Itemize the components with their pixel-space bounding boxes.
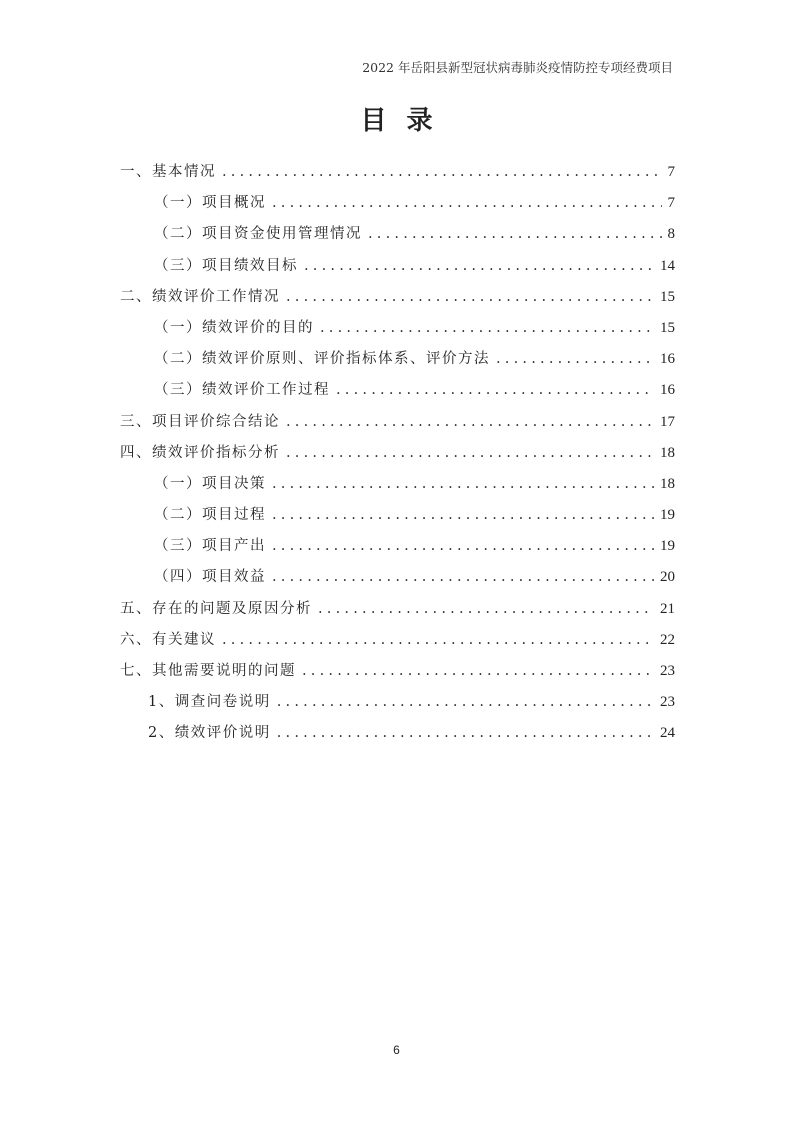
toc-entry[interactable]	[120, 597, 675, 628]
toc-entry-page: 18	[660, 475, 675, 492]
toc-entry-label: （三）项目产出	[154, 538, 266, 555]
toc-dot-leader	[277, 694, 654, 710]
toc-entry[interactable]	[120, 441, 675, 472]
toc-entry[interactable]	[120, 565, 675, 596]
toc-entry-label: 四、绩效评价指标分析	[120, 444, 280, 461]
toc-dot-leader	[302, 663, 654, 679]
toc-entry-page: 23	[660, 694, 675, 711]
toc-entry-label: 三、项目评价综合结论	[120, 413, 280, 430]
page-title: 目录	[360, 106, 453, 136]
toc-entry[interactable]	[120, 721, 675, 752]
toc-entry-page: 7	[667, 195, 675, 212]
toc-entry[interactable]	[120, 378, 675, 409]
toc-dot-leader	[222, 164, 662, 180]
toc-entry-label: （一）项目决策	[154, 475, 266, 492]
toc-entry[interactable]	[120, 472, 675, 503]
toc-entry-label: 2、绩效评价说明	[148, 725, 271, 742]
toc-dot-leader	[272, 538, 654, 554]
toc-entry-label: （一）项目概况	[154, 195, 266, 212]
toc-entry-page: 8	[667, 226, 675, 243]
toc-dot-leader	[318, 601, 654, 617]
toc-entry-page: 23	[660, 663, 675, 679]
toc-dot-leader	[272, 507, 654, 523]
toc-entry[interactable]	[120, 316, 675, 347]
table-of-contents	[120, 160, 675, 753]
toc-dot-leader	[286, 289, 654, 305]
toc-dot-leader	[272, 569, 654, 585]
toc-entry-page: 22	[660, 631, 675, 648]
toc-entry[interactable]	[120, 347, 675, 378]
toc-entry-label: （一）绩效评价的目的	[154, 319, 314, 336]
toc-entry[interactable]	[120, 285, 675, 316]
toc-entry-label: （四）项目效益	[154, 569, 266, 586]
toc-entry-page: 19	[660, 538, 675, 555]
toc-dot-leader	[222, 632, 654, 648]
toc-entry[interactable]	[120, 503, 675, 534]
toc-entry[interactable]	[120, 410, 675, 441]
toc-entry-page: 15	[660, 288, 675, 305]
toc-entry-page: 19	[660, 507, 675, 524]
toc-entry-label: 五、存在的问题及原因分析	[120, 600, 312, 617]
toc-entry[interactable]	[120, 191, 675, 222]
toc-entry-label: （二）项目资金使用管理情况	[154, 226, 362, 243]
toc-entry-label: 一、基本情况	[120, 164, 216, 180]
toc-entry-label: （三）绩效评价工作过程	[154, 382, 330, 399]
toc-dot-leader	[286, 445, 654, 461]
toc-dot-leader	[496, 351, 654, 367]
toc-entry-label: 六、有关建议	[120, 631, 216, 648]
toc-entry[interactable]	[120, 690, 675, 721]
toc-entry[interactable]	[120, 628, 675, 659]
toc-entry-page: 15	[660, 319, 675, 336]
toc-entry-page: 24	[660, 725, 675, 742]
toc-entry-label: 二、绩效评价工作情况	[120, 288, 280, 305]
toc-entry[interactable]	[120, 222, 675, 253]
toc-dot-leader	[272, 476, 654, 492]
toc-dot-leader	[272, 195, 662, 211]
toc-dot-leader	[368, 226, 662, 242]
toc-dot-leader	[277, 725, 654, 741]
toc-entry[interactable]	[120, 659, 675, 690]
toc-entry[interactable]	[120, 254, 675, 285]
toc-entry-page: 16	[660, 351, 675, 368]
toc-entry-page: 20	[660, 569, 675, 586]
toc-entry-page: 7	[667, 164, 675, 180]
toc-dot-leader	[304, 258, 654, 274]
page-number: 6	[393, 1043, 400, 1057]
running-header: 2022 年岳阳县新型冠状病毒肺炎疫情防控专项经费项目	[362, 60, 673, 75]
toc-entry-label: 七、其他需要说明的问题	[120, 663, 296, 679]
toc-entry-label: （二）绩效评价原则、评价指标体系、评价方法	[154, 351, 490, 368]
toc-entry-page: 21	[660, 600, 675, 617]
toc-entry[interactable]	[120, 160, 675, 191]
toc-dot-leader	[286, 414, 654, 430]
toc-entry-label: 1、调查问卷说明	[148, 694, 271, 711]
toc-entry-label: （二）项目过程	[154, 507, 266, 524]
toc-entry-page: 17	[660, 413, 675, 430]
toc-entry-label: （三）项目绩效目标	[154, 257, 298, 274]
toc-entry-page: 16	[660, 382, 675, 399]
toc-entry-page: 18	[660, 444, 675, 461]
toc-entry[interactable]	[120, 534, 675, 565]
toc-entry-page: 14	[660, 257, 675, 274]
toc-dot-leader	[336, 382, 654, 398]
toc-dot-leader	[320, 320, 654, 336]
